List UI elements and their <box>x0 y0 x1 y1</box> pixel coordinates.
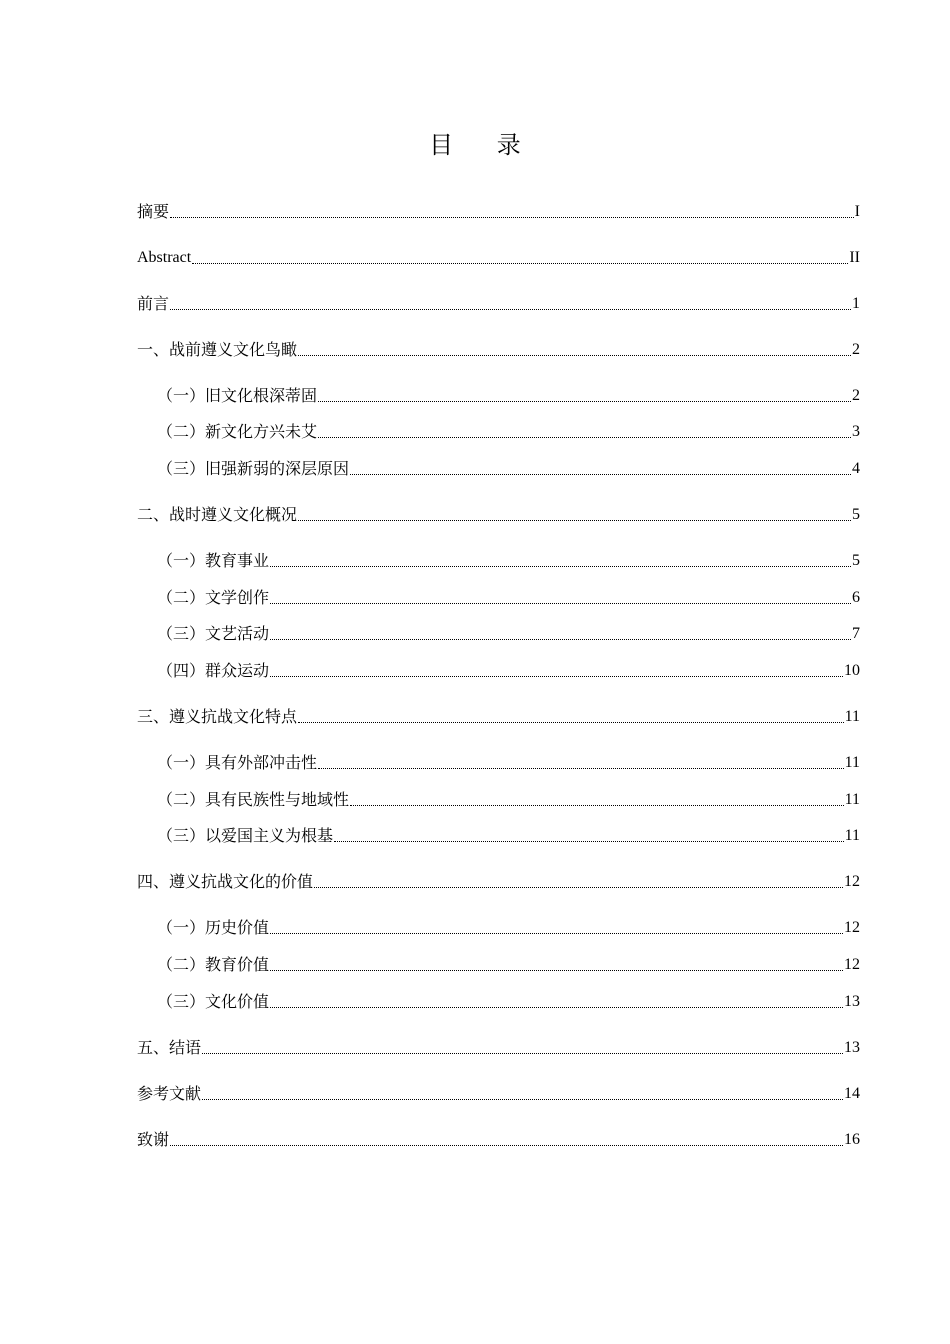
toc-entry[interactable] <box>137 200 860 224</box>
toc-entry-label: 五、结语 <box>137 1038 202 1057</box>
dot-leader <box>314 887 843 888</box>
dot-leader <box>298 722 844 723</box>
toc-entry[interactable] <box>137 246 860 270</box>
toc-entry-page: 3 <box>852 423 860 440</box>
dot-leader <box>270 639 851 640</box>
toc-entry[interactable] <box>137 705 860 729</box>
toc-entry-label: Abstract <box>137 249 192 266</box>
toc-entry-page: 16 <box>844 1131 860 1148</box>
toc-entry[interactable] <box>157 549 860 573</box>
toc-entry[interactable] <box>157 586 860 610</box>
dot-leader <box>270 933 843 934</box>
toc-entry-label: 四、遵义抗战文化的价值 <box>137 872 314 891</box>
dot-leader <box>202 1053 843 1054</box>
toc-entry-page: 4 <box>852 460 860 477</box>
toc-entry-label: （二）具有民族性与地域性 <box>157 790 350 809</box>
toc-entry[interactable] <box>157 824 860 848</box>
toc-entry[interactable] <box>157 457 860 481</box>
toc-entry-label: （三）文艺活动 <box>157 624 270 643</box>
toc-entry[interactable] <box>137 1128 860 1152</box>
toc-entry-page: 5 <box>852 506 860 523</box>
toc-entry-label: （三）以爱国主义为根基 <box>157 826 334 845</box>
toc-entry-page: 5 <box>852 552 860 569</box>
toc-entry[interactable] <box>157 420 860 444</box>
toc-entry[interactable] <box>137 1036 860 1060</box>
toc-entry-label: 参考文献 <box>137 1084 202 1103</box>
toc-entry-page: 13 <box>844 1039 860 1056</box>
toc-entry[interactable] <box>157 788 860 812</box>
toc-entry-label: 一、战前遵义文化鸟瞰 <box>137 340 298 359</box>
dot-leader <box>350 805 844 806</box>
dot-leader <box>298 355 851 356</box>
toc-entry-page: 12 <box>844 919 860 936</box>
toc-entry[interactable] <box>157 953 860 977</box>
toc-entry-label: （二）教育价值 <box>157 955 270 974</box>
dot-leader <box>318 768 844 769</box>
toc-entry-page: 2 <box>852 387 860 404</box>
toc-entry-label: 三、遵义抗战文化特点 <box>137 707 298 726</box>
dot-leader <box>334 841 844 842</box>
toc-entry-page: 1 <box>852 295 860 312</box>
toc-entry-label: 摘要 <box>137 202 170 221</box>
toc-entry-label: 二、战时遵义文化概况 <box>137 505 298 524</box>
dot-leader <box>170 217 854 218</box>
toc-entry[interactable] <box>157 384 860 408</box>
toc-entry-label: （三）文化价值 <box>157 992 270 1011</box>
toc-entry[interactable] <box>137 292 860 316</box>
dot-leader <box>270 970 843 971</box>
toc-entry-page: 11 <box>844 827 860 844</box>
toc-entry-page: 12 <box>844 873 860 890</box>
toc-entry[interactable] <box>157 990 860 1014</box>
toc-entry-page: 13 <box>844 993 860 1010</box>
toc-entry[interactable] <box>157 622 860 646</box>
toc-entry-page: II <box>849 249 860 266</box>
toc-entry[interactable] <box>137 503 860 527</box>
toc-entry-page: 6 <box>852 589 860 606</box>
toc-entry[interactable] <box>137 870 860 894</box>
toc-entry[interactable] <box>137 338 860 362</box>
toc-entry-label: 前言 <box>137 294 170 313</box>
toc-entry-label: （一）具有外部冲击性 <box>157 753 318 772</box>
toc-entry-label: （三）旧强新弱的深层原因 <box>157 459 350 478</box>
toc-entry[interactable] <box>157 916 860 940</box>
dot-leader <box>318 437 851 438</box>
page-title: 目 录 <box>429 131 539 159</box>
toc-entry-label: （一）旧文化根深蒂固 <box>157 386 318 405</box>
toc-entry[interactable] <box>157 751 860 775</box>
toc-entry-page: 10 <box>844 662 860 679</box>
toc-entry-page: 11 <box>844 791 860 808</box>
dot-leader <box>350 474 851 475</box>
toc-entry-label: （四）群众运动 <box>157 661 270 680</box>
dot-leader <box>270 1007 843 1008</box>
toc-entry-page: 11 <box>844 754 860 771</box>
toc-entry[interactable] <box>137 1082 860 1106</box>
toc-entry-label: （二）文学创作 <box>157 588 270 607</box>
toc-entry-page: 14 <box>844 1085 860 1102</box>
toc-entry[interactable] <box>157 659 860 683</box>
dot-leader <box>170 309 851 310</box>
toc-entry-page: I <box>854 203 860 220</box>
dot-leader <box>170 1145 843 1146</box>
toc-entry-label: 致谢 <box>137 1130 170 1149</box>
dot-leader <box>270 603 851 604</box>
dot-leader <box>298 520 851 521</box>
dot-leader <box>202 1099 843 1100</box>
dot-leader <box>192 263 848 264</box>
dot-leader <box>270 676 843 677</box>
dot-leader <box>318 401 851 402</box>
toc-entry-page: 12 <box>844 956 860 973</box>
toc-entry-label: （一）历史价值 <box>157 918 270 937</box>
toc-entry-label: （一）教育事业 <box>157 551 270 570</box>
toc-entry-page: 11 <box>844 708 860 725</box>
toc-entry-label: （二）新文化方兴未艾 <box>157 422 318 441</box>
toc-entry-page: 7 <box>852 625 860 642</box>
toc-entry-page: 2 <box>852 341 860 358</box>
dot-leader <box>270 566 851 567</box>
